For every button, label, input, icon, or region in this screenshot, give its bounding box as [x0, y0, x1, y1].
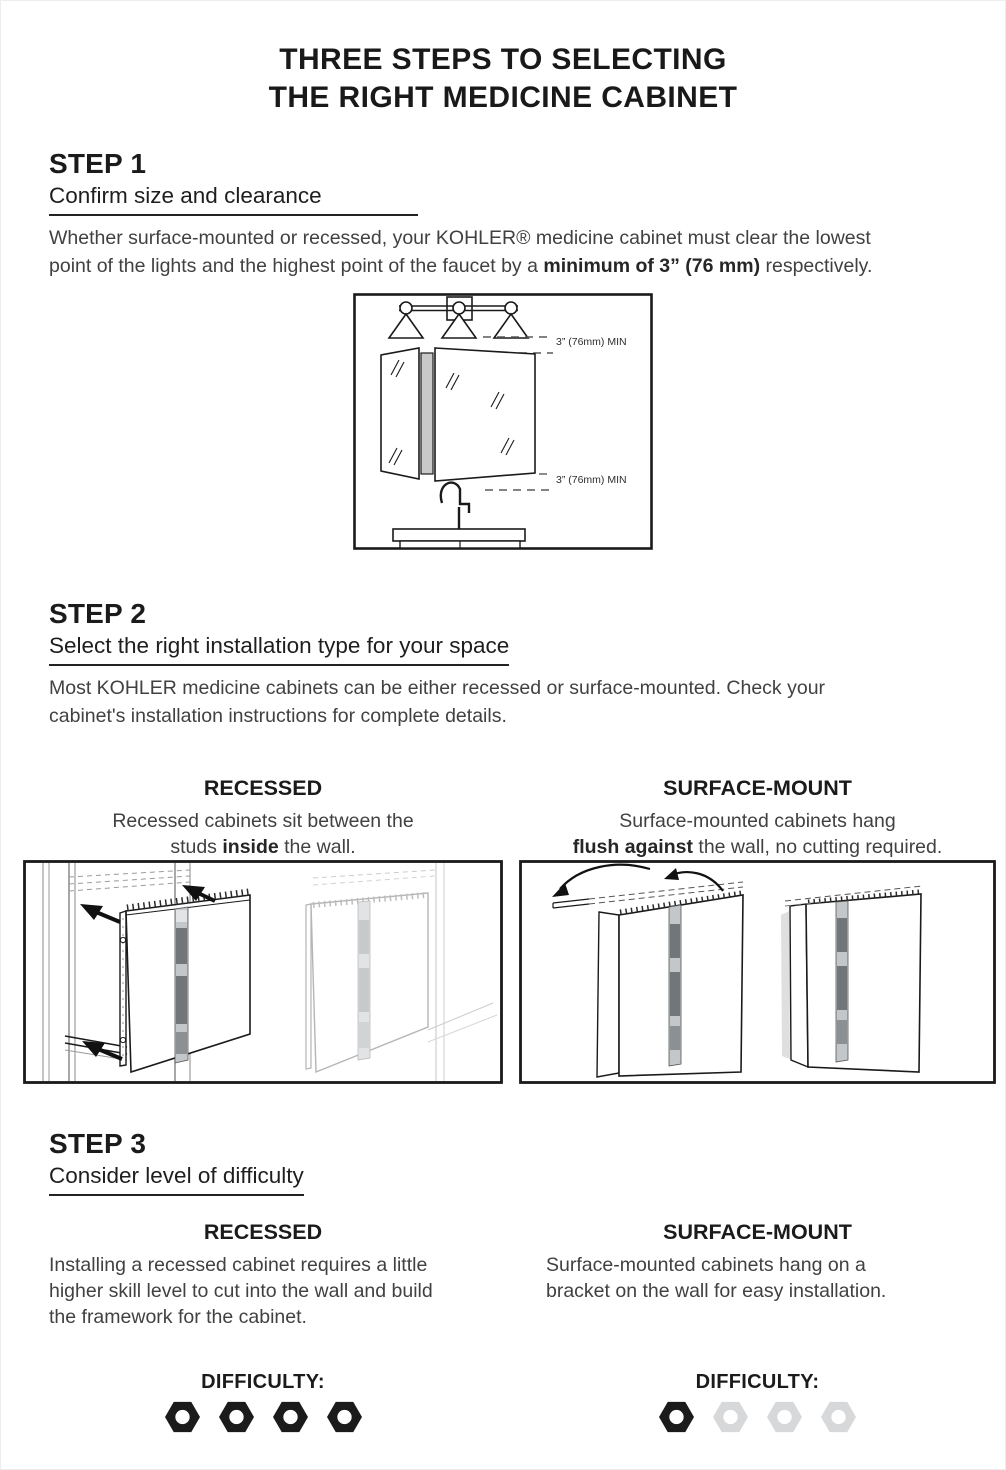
surface-cabinet-left-drawing: [597, 893, 743, 1077]
step2-recessed-title: RECESSED: [203, 776, 323, 800]
hex-nut-icon: [165, 1401, 200, 1433]
step3-subheading: Consider level of difficulty: [49, 1164, 304, 1196]
difficulty-rating-surface: [519, 1401, 996, 1433]
recessed-install-illustration: [23, 860, 503, 1084]
step3-recessed-column: [23, 1220, 503, 1330]
hex-nut-icon: [219, 1401, 254, 1433]
step2-recessed-desc-line1: Recessed cabinets sit between the: [112, 810, 414, 832]
hex-nut-icon: [659, 1401, 694, 1433]
page-title-line2: THE RIGHT MEDICINE CABINET: [268, 81, 738, 114]
step3-surface-desc: [519, 1252, 996, 1304]
step2-columns: [23, 776, 957, 860]
step2-illustrations: [23, 860, 957, 1084]
step2-recessed-desc-line2-post: the wall.: [278, 836, 356, 858]
step3-recessed-desc-line3: the framework for the cabinet.: [49, 1306, 307, 1328]
step2-recessed-desc: [23, 808, 503, 860]
difficulty-rating-recessed: [23, 1401, 503, 1433]
surface-cabinet-right-drawing: [781, 886, 922, 1072]
step2-subheading: Select the right installation type for your space: [49, 634, 509, 666]
clearance-diagram: [353, 293, 653, 550]
clearance-label-bottom: 3” (76mm) MIN: [556, 474, 627, 486]
step1-body-line1: Whether surface-mounted or recessed, your KOHLER® medicine cabinet must clear the lowest: [49, 227, 871, 249]
step3-recessed-desc: [23, 1252, 503, 1330]
difficulty-recessed: [23, 1370, 503, 1433]
step1-section: [49, 149, 957, 550]
step2-surface-desc-line2-bold: flush against: [572, 836, 693, 858]
step3-surface-column: [519, 1220, 996, 1330]
surface-mount-install-illustration: [519, 860, 996, 1084]
step3-recessed-desc-line2: higher skill level to cut into the wall and build: [49, 1280, 433, 1302]
step1-body-line2-bold: minimum of 3” (76 mm): [543, 255, 761, 277]
step1-heading: STEP 1: [49, 148, 147, 179]
step2-surface-column: [519, 776, 996, 860]
medicine-cabinet-drawing: [381, 348, 535, 481]
step2-surface-desc-line2: [519, 834, 996, 860]
step2-surface-desc: [519, 808, 996, 860]
step2-heading: STEP 2: [49, 598, 147, 629]
step2-body: [49, 674, 957, 730]
step3-columns: [23, 1220, 957, 1330]
step2-subheading-row: [49, 634, 957, 666]
step3-surface-desc-line2: bracket on the wall for easy installation.: [546, 1280, 887, 1302]
step3-surface-desc-line1: Surface-mounted cabinets hang on a: [546, 1254, 866, 1276]
step1-body: [49, 224, 957, 280]
hex-nut-icon: [327, 1401, 362, 1433]
step1-subheading-row: [49, 184, 957, 216]
page-title-line1: THREE STEPS TO SELECTING: [279, 43, 727, 76]
step2-recessed-desc-line2-bold: inside: [222, 836, 279, 858]
difficulty-label-surface: DIFFICULTY:: [695, 1371, 820, 1393]
hex-nut-icon: [767, 1401, 802, 1433]
clearance-label-top: 3” (76mm) MIN: [556, 336, 627, 348]
step3-surface-title: SURFACE-MOUNT: [663, 1220, 852, 1244]
step1-body-line2: [49, 252, 957, 280]
step3-recessed-title: RECESSED: [203, 1220, 323, 1244]
step3-subheading-row: [49, 1164, 957, 1196]
step3-heading: STEP 3: [49, 1128, 147, 1159]
hex-nut-icon: [273, 1401, 308, 1433]
step2-surface-desc-line1: Surface-mounted cabinets hang: [619, 810, 896, 832]
step2-surface-desc-line2-post: the wall, no cutting required.: [692, 836, 943, 858]
step2-recessed-column: [23, 776, 503, 860]
step2-body-line1: Most KOHLER medicine cabinets can be either recessed or surface-mounted. Check your: [49, 677, 826, 699]
hex-nut-icon: [821, 1401, 856, 1433]
difficulty-row: [23, 1370, 957, 1433]
step3-section: [49, 1129, 957, 1433]
step3-recessed-desc-line1: Installing a recessed cabinet requires a little: [49, 1254, 428, 1276]
difficulty-surface: [519, 1370, 996, 1433]
step2-section: [49, 599, 957, 1084]
step2-body-line2: cabinet's installation instructions for complete details.: [49, 705, 507, 727]
hex-nut-icon: [713, 1401, 748, 1433]
step1-body-line2-post: respectively.: [760, 255, 873, 277]
page-title: [49, 41, 957, 117]
step1-subheading: Confirm size and clearance: [49, 184, 418, 216]
difficulty-label-recessed: DIFFICULTY:: [201, 1371, 325, 1393]
step2-recessed-desc-line2: [23, 834, 503, 860]
step1-body-line2-pre: point of the lights and the highest point of the faucet by a: [49, 255, 544, 277]
step2-recessed-desc-line2-pre: studs: [170, 836, 223, 858]
step2-surface-title: SURFACE-MOUNT: [663, 776, 852, 800]
